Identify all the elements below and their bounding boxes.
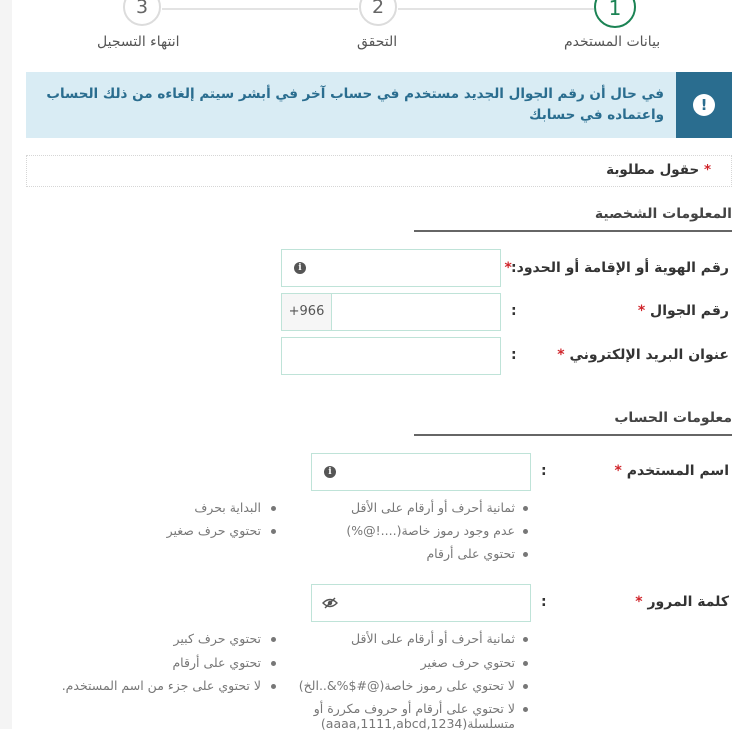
eye-slash-icon[interactable]	[322, 597, 338, 609]
password-rule: تحتوي على أرقام	[172, 655, 261, 670]
mobile-input[interactable]	[281, 293, 501, 331]
required-star: *	[504, 260, 512, 276]
step-1-label: بيانات المستخدم	[564, 34, 661, 50]
email-label: عنوان البريد الإلكتروني *	[557, 347, 729, 363]
rule-bullet	[523, 552, 528, 557]
info-alert	[26, 72, 732, 138]
required-star: *	[703, 162, 711, 178]
step-3-circle: 3	[123, 0, 161, 26]
rule-bullet	[271, 684, 276, 689]
rule-bullet	[523, 707, 528, 712]
stepper-connector	[398, 8, 594, 10]
rule-bullet	[271, 661, 276, 666]
username-rule: تحتوي حرف صغير	[166, 523, 261, 538]
password-colon: :	[541, 594, 547, 610]
alert-icon-box	[676, 72, 732, 138]
password-rule: لا تحتوي على رموز خاصة(@#$%&..الخ)	[298, 678, 515, 693]
password-rule: لا تحتوي على جزء من اسم المستخدم.	[61, 678, 261, 693]
required-fields-notice	[26, 155, 732, 187]
step-2-label: التحقق	[357, 34, 398, 50]
id-number-colon: :	[511, 260, 517, 276]
id-number-label: رقم الهوية أو الإقامة أو الحدود *	[504, 260, 729, 276]
username-rule: عدم وجود رموز خاصة(....!@%)	[346, 523, 515, 538]
exclamation-icon: !	[693, 94, 715, 116]
email-colon: :	[511, 347, 517, 363]
step-1-circle: 1	[594, 0, 636, 28]
mobile-label: رقم الجوال *	[637, 303, 729, 319]
step-2-circle: 2	[359, 0, 397, 26]
section-divider	[414, 434, 732, 436]
username-input[interactable]	[311, 453, 531, 491]
id-number-input[interactable]	[281, 249, 501, 287]
left-gutter	[0, 0, 12, 729]
required-star: *	[635, 594, 643, 610]
rule-bullet	[271, 506, 276, 511]
password-rule: ثمانية أحرف أو أرقام على الأقل	[351, 631, 515, 646]
password-rule: تحتوي حرف صغير	[420, 655, 515, 670]
password-input[interactable]	[311, 584, 531, 622]
username-rule: تحتوي على أرقام	[426, 546, 515, 561]
required-star: *	[637, 303, 646, 319]
username-rule: البداية بحرف	[194, 500, 261, 515]
required-fields-text: حقول مطلوبة	[606, 162, 700, 178]
username-colon: :	[541, 463, 547, 479]
mobile-colon: :	[511, 303, 517, 319]
rule-bullet	[523, 637, 528, 642]
personal-info-title: المعلومات الشخصية	[594, 206, 732, 222]
rule-bullet	[523, 529, 528, 534]
country-code-prefix: +966	[282, 294, 332, 330]
rule-bullet	[523, 684, 528, 689]
section-divider	[414, 230, 732, 232]
password-rule: لا تحتوي على أرقام أو حروف مكررة أو	[313, 701, 515, 716]
step-3-label: انتهاء التسجيل	[97, 34, 180, 50]
email-input[interactable]	[281, 337, 501, 375]
username-label: اسم المستخدم *	[614, 463, 729, 479]
stepper-connector	[162, 8, 358, 10]
password-rule: متسلسلة(aaaa,1111,abcd,1234)	[320, 716, 515, 731]
rule-bullet	[523, 661, 528, 666]
password-label: كلمة المرور *	[635, 594, 729, 610]
alert-message: في حال أن رقم الجوال الجديد مستخدم في حساب آخر في أبشر سيتم إلغاءه من ذلك الحساب واعتماده في حسابك	[46, 86, 664, 123]
rule-bullet	[523, 506, 528, 511]
required-star: *	[557, 347, 565, 363]
info-icon[interactable]: i	[324, 466, 336, 478]
info-icon[interactable]: i	[294, 262, 306, 274]
rule-bullet	[271, 637, 276, 642]
required-star: *	[614, 463, 622, 479]
password-rule: تحتوي حرف كبير	[173, 631, 261, 646]
username-rule: ثمانية أحرف أو أرقام على الأقل	[351, 500, 515, 515]
account-info-title: معلومات الحساب	[614, 410, 732, 426]
rule-bullet	[271, 529, 276, 534]
